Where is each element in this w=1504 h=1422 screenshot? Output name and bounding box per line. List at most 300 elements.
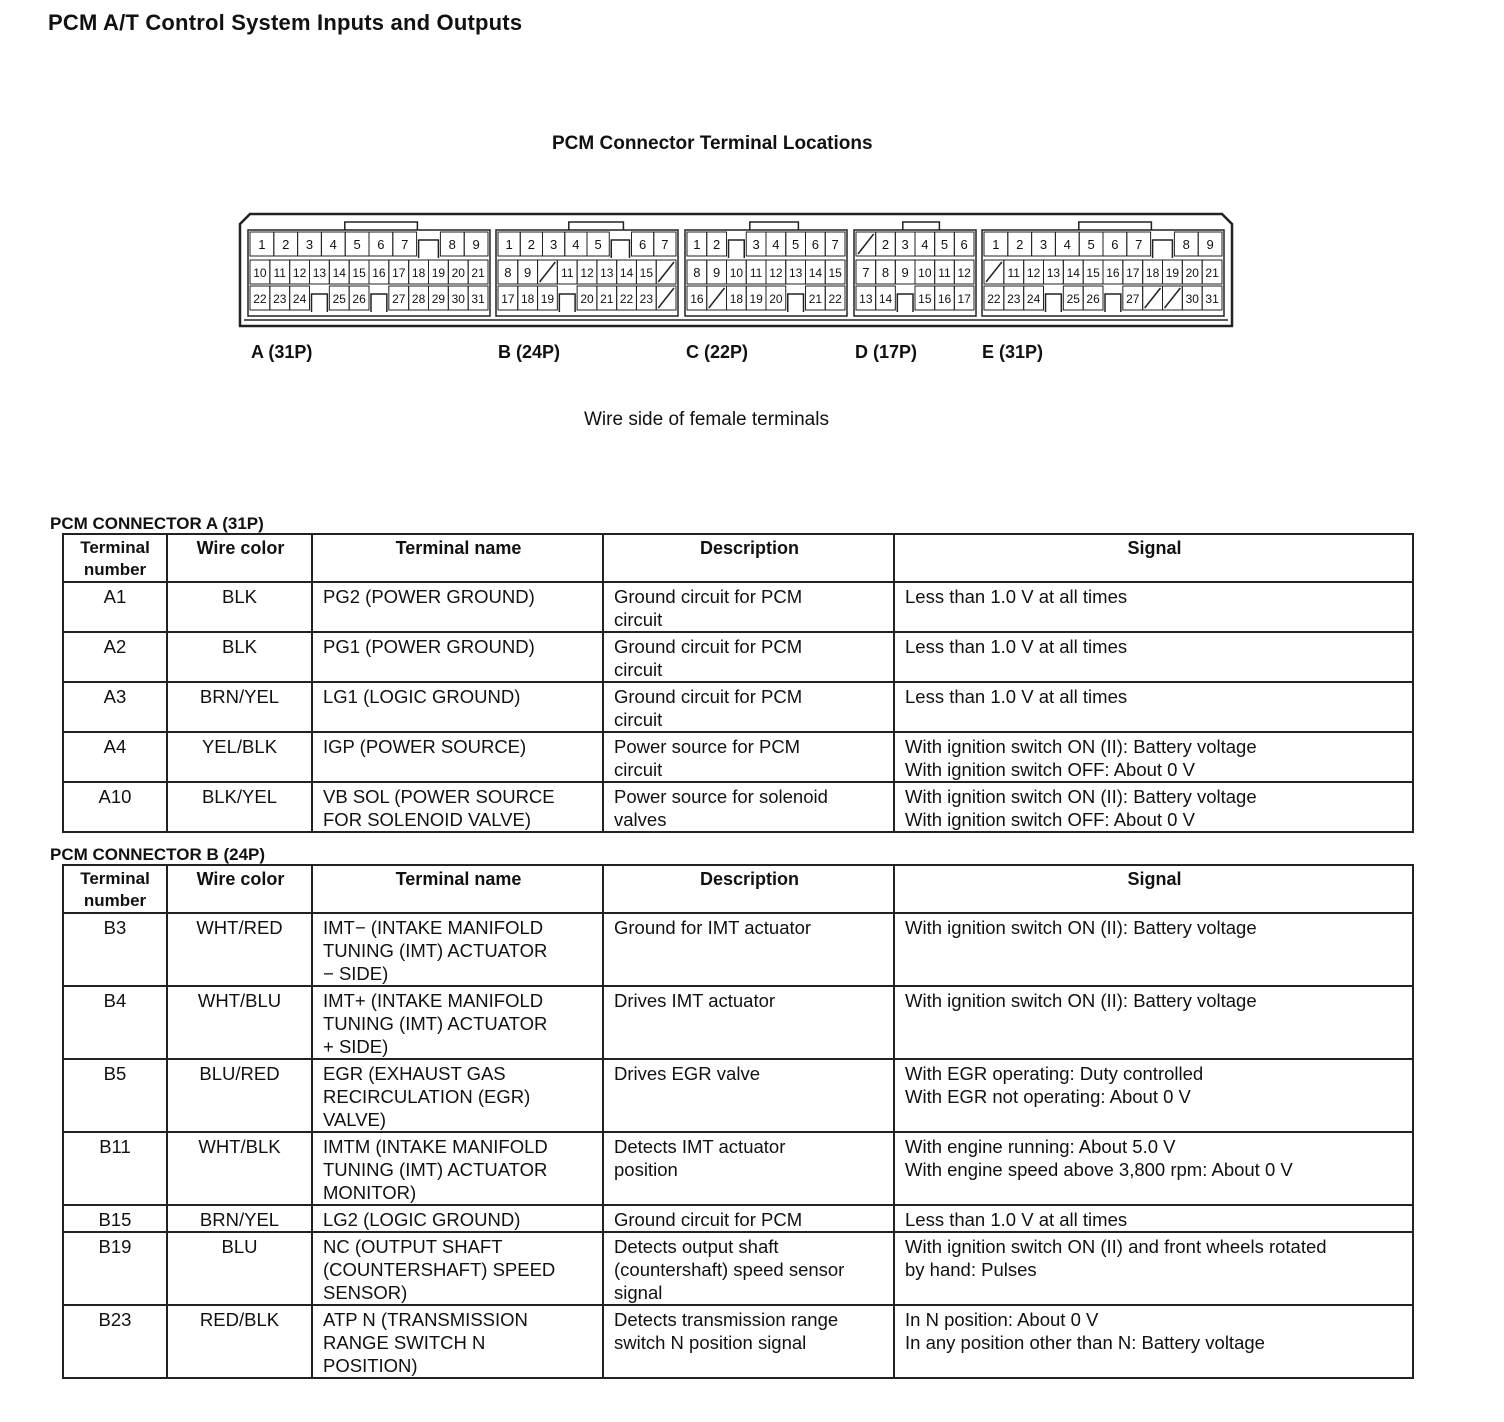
text-line: Detects IMT actuator — [614, 1136, 786, 1157]
table-row — [63, 913, 1413, 986]
text-line: A3 — [103, 686, 127, 707]
pin-number: 6 — [377, 237, 385, 252]
pin-number: 21 — [600, 292, 614, 306]
pin-number: 9 — [524, 265, 532, 280]
text-line: Detects output shaft — [614, 1236, 779, 1257]
text-line: number — [83, 560, 147, 579]
text-line: Terminal — [80, 869, 150, 888]
pin-number: 19 — [540, 292, 555, 306]
text-line: BLU/RED — [199, 1063, 280, 1084]
cell-signal — [894, 986, 1413, 1059]
connector-b — [496, 222, 678, 316]
connector-d — [854, 222, 976, 316]
cell-terminal-number — [63, 1132, 167, 1205]
text-line: Power source for solenoid — [614, 786, 828, 807]
text-line: Drives EGR valve — [614, 1063, 760, 1084]
connector-latch — [345, 222, 418, 230]
connector-label-d: D (17P) — [855, 342, 918, 362]
cell-wire-color — [167, 582, 312, 632]
pin-number: 4 — [572, 237, 580, 252]
unused-pin-slash — [1145, 288, 1161, 308]
text-line: EGR (EXHAUST GAS — [323, 1063, 506, 1084]
text-line: Ground circuit for PCM — [614, 1209, 803, 1230]
pin-number: 24 — [1026, 292, 1041, 306]
cell-wire-color — [167, 1305, 312, 1378]
pin-number: 24 — [292, 292, 307, 306]
text-line: circuit — [614, 659, 663, 680]
key-slot — [1153, 240, 1173, 258]
connector-e — [982, 222, 1224, 316]
key-slot — [371, 294, 387, 312]
pin-number: 18 — [729, 292, 744, 306]
pin-number: 8 — [881, 265, 890, 280]
key-slot — [559, 294, 575, 312]
table-row — [63, 1232, 1413, 1305]
pin-number: 19 — [1165, 266, 1180, 280]
pin-number: 12 — [292, 266, 307, 280]
pin-number: 30 — [451, 292, 465, 306]
text-line: switch N position signal — [614, 1332, 807, 1353]
unused-pin-slash — [986, 262, 1002, 282]
cell-terminal-number — [63, 1059, 167, 1132]
figure-title: PCM Connector Terminal Locations — [552, 133, 873, 154]
pin-number: 27 — [1126, 292, 1140, 306]
pin-number: 5 — [353, 237, 361, 252]
text-line: In N position: About 0 V — [905, 1309, 1099, 1330]
cell-signal — [894, 582, 1413, 632]
cell-signal — [894, 682, 1413, 732]
text-line: IMT− (INTAKE MANIFOLD — [323, 917, 544, 938]
text-line: IMTM (INTAKE MANIFOLD — [323, 1136, 548, 1157]
pin-number: 16 — [1106, 266, 1120, 280]
pin-number: 15 — [828, 266, 842, 280]
text-line: LG1 (LOGIC GROUND) — [323, 686, 521, 707]
pin-number: 1 — [693, 237, 701, 252]
cell-terminal-name — [312, 632, 603, 682]
key-slot — [729, 240, 745, 258]
cell-terminal-name — [312, 782, 603, 832]
text-line: (countershaft) speed sensor — [614, 1259, 845, 1280]
text-line: B3 — [103, 917, 127, 938]
cell-terminal-number — [63, 682, 167, 732]
text-line: Wire color — [196, 538, 285, 558]
pin-number: 26 — [352, 292, 366, 306]
pin-number: 3 — [901, 237, 909, 252]
text-line: FOR SOLENOID VALVE) — [323, 809, 531, 830]
connector-diagram — [236, 210, 1236, 330]
pin-number: 4 — [772, 237, 780, 252]
key-slot — [312, 294, 328, 312]
cell-description — [603, 1232, 894, 1305]
cell-signal — [894, 782, 1413, 832]
pin-number: 23 — [273, 292, 287, 306]
pin-number: 11 — [749, 266, 763, 280]
text-line: Wire color — [196, 869, 285, 889]
pin-number: 12 — [580, 266, 594, 280]
text-line: number — [83, 891, 147, 910]
pin-number: 17 — [501, 292, 515, 306]
table-row — [63, 682, 1413, 732]
pin-number: 21 — [471, 266, 485, 280]
text-line: WHT/BLU — [197, 990, 282, 1011]
cell-terminal-name — [312, 732, 603, 782]
table-row — [63, 1132, 1413, 1205]
text-line: B19 — [98, 1236, 132, 1257]
pin-number: 19 — [749, 292, 763, 306]
cell-terminal-number — [63, 1232, 167, 1305]
pin-number: 16 — [937, 292, 952, 306]
pin-number: 15 — [639, 266, 654, 280]
unused-pin-slash — [658, 288, 674, 308]
pin-number: 5 — [594, 237, 602, 252]
pin-number: 3 — [752, 237, 760, 252]
cell-wire-color — [167, 1205, 312, 1232]
section-title-connector-b: PCM CONNECTOR B (24P) — [50, 845, 266, 864]
pin-number: 1 — [258, 237, 266, 252]
pin-number: 21 — [1205, 266, 1219, 280]
pin-number: 11 — [273, 266, 286, 280]
pin-number: 4 — [1063, 237, 1071, 252]
cell-terminal-name — [312, 682, 603, 732]
pin-number: 31 — [471, 292, 485, 306]
cell-wire-color — [167, 1059, 312, 1132]
pin-number: 5 — [940, 237, 949, 252]
pin-number: 8 — [1182, 237, 1190, 252]
text-line: B5 — [103, 1063, 127, 1084]
figure-caption: Wire side of female terminals — [584, 409, 829, 430]
text-line: RECIRCULATION (EGR) — [323, 1086, 531, 1107]
text-line: Signal — [1127, 538, 1182, 558]
text-line: Description — [699, 869, 800, 889]
pin-number: 25 — [332, 292, 346, 306]
cell-terminal-name — [312, 582, 603, 632]
unused-pin-slash — [1165, 288, 1181, 308]
text-line: With ignition switch ON (II): Battery voltage — [905, 786, 1257, 807]
pin-number: 17 — [957, 292, 971, 306]
text-line: BLU — [221, 1236, 258, 1257]
pin-number: 6 — [960, 237, 968, 252]
text-line: VALVE) — [323, 1109, 387, 1130]
cell-terminal-number — [63, 1305, 167, 1378]
pin-number: 8 — [693, 265, 701, 280]
text-line: BRN/YEL — [199, 686, 280, 707]
header-terminal-number — [63, 865, 167, 913]
text-line: Power source for PCM — [614, 736, 801, 757]
header-terminal-number — [63, 534, 167, 582]
pin-number: 22 — [828, 292, 842, 306]
text-line: A1 — [103, 586, 127, 607]
connector-label-c: C (22P) — [686, 342, 749, 362]
text-line: B11 — [99, 1136, 131, 1157]
cell-signal — [894, 1205, 1413, 1232]
pin-number: 9 — [713, 265, 721, 280]
text-line: circuit — [614, 759, 663, 780]
key-slot — [1105, 294, 1121, 312]
connector-label-e: E (31P) — [982, 342, 1044, 362]
pin-number: 17 — [1126, 266, 1140, 280]
text-line: − SIDE) — [323, 963, 389, 984]
pin-number: 3 — [1039, 237, 1048, 252]
text-line: B23 — [98, 1309, 132, 1330]
pin-number: 11 — [938, 266, 951, 280]
cell-wire-color — [167, 913, 312, 986]
pin-number: 20 — [580, 292, 594, 306]
header-terminal-name — [312, 534, 603, 582]
text-line: TUNING (IMT) ACTUATOR — [323, 1013, 548, 1034]
pin-number: 10 — [253, 266, 267, 280]
cell-terminal-number — [63, 986, 167, 1059]
text-line: signal — [614, 1282, 663, 1303]
text-line: (COUNTERSHAFT) SPEED — [323, 1259, 556, 1280]
text-line: YEL/BLK — [201, 736, 278, 757]
cell-terminal-name — [312, 1132, 603, 1205]
cell-signal — [894, 632, 1413, 682]
pin-number: 7 — [401, 237, 409, 252]
text-line: Ground circuit for PCM — [614, 686, 803, 707]
pin-number: 26 — [1086, 292, 1100, 306]
pin-number: 18 — [1145, 266, 1160, 280]
connector-b-table — [62, 864, 1414, 1379]
cell-description — [603, 1305, 894, 1378]
pin-number: 13 — [859, 292, 873, 306]
cell-signal — [894, 1059, 1413, 1132]
text-line: BRN/YEL — [199, 1209, 280, 1230]
cell-description — [603, 1132, 894, 1205]
key-slot — [788, 294, 804, 312]
table-row — [63, 1059, 1413, 1132]
pin-number: 5 — [792, 237, 800, 252]
pin-number: 12 — [769, 266, 783, 280]
cell-wire-color — [167, 1232, 312, 1305]
text-line: WHT/RED — [196, 917, 283, 938]
header-description — [603, 865, 894, 913]
unused-pin-slash — [658, 262, 674, 282]
header-terminal-name — [312, 865, 603, 913]
connector-c — [685, 222, 847, 316]
header-description — [603, 534, 894, 582]
text-line: With EGR not operating: About 0 V — [905, 1086, 1191, 1107]
text-line: B15 — [98, 1209, 132, 1230]
pin-number: 19 — [431, 266, 446, 280]
text-line: Less than 1.0 V at all times — [905, 636, 1128, 657]
cell-terminal-number — [63, 782, 167, 832]
pin-number: 7 — [831, 237, 839, 252]
text-line: + SIDE) — [323, 1036, 389, 1057]
key-slot — [419, 240, 439, 258]
pin-number: 27 — [392, 292, 406, 306]
pin-number: 14 — [1066, 266, 1080, 280]
pin-number: 20 — [1185, 266, 1199, 280]
pin-number: 13 — [788, 266, 803, 280]
text-line: B4 — [103, 990, 127, 1011]
section-title-connector-a: PCM CONNECTOR A (31P) — [50, 514, 264, 533]
text-line: TUNING (IMT) ACTUATOR — [323, 940, 548, 961]
cell-description — [603, 732, 894, 782]
text-line: MONITOR) — [323, 1182, 417, 1203]
text-line: With ignition switch ON (II): Battery voltage — [905, 990, 1257, 1011]
text-line: With EGR operating: Duty controlled — [905, 1063, 1204, 1084]
cell-signal — [894, 913, 1413, 986]
pin-number: 14 — [878, 292, 893, 306]
text-line: Ground for IMT actuator — [614, 917, 812, 938]
pin-number: 22 — [987, 292, 1001, 306]
text-line: In any position other than N: Battery voltage — [905, 1332, 1265, 1353]
cell-terminal-name — [312, 1059, 603, 1132]
pin-number: 12 — [1026, 266, 1041, 280]
text-line: A4 — [103, 736, 127, 757]
text-line: RED/BLK — [199, 1309, 280, 1330]
pin-number: 3 — [305, 237, 314, 252]
pin-number: 4 — [921, 237, 929, 252]
connector-latch — [903, 222, 940, 230]
text-line: Description — [699, 538, 800, 558]
text-line: LG2 (LOGIC GROUND) — [323, 1209, 521, 1230]
pin-number: 20 — [769, 292, 783, 306]
cell-description — [603, 986, 894, 1059]
pin-number: 2 — [527, 237, 535, 252]
pin-number: 20 — [451, 266, 465, 280]
pin-number: 13 — [312, 266, 327, 280]
pin-number: 3 — [550, 237, 558, 252]
pin-number: 16 — [372, 266, 386, 280]
text-line: Less than 1.0 V at all times — [905, 586, 1128, 607]
text-line: BLK — [222, 636, 257, 657]
cell-terminal-number — [63, 1205, 167, 1232]
text-line: ATP N (TRANSMISSION — [323, 1309, 528, 1330]
pin-number: 15 — [1086, 266, 1100, 280]
text-line: Detects transmission range — [614, 1309, 839, 1330]
text-line: Terminal name — [395, 538, 522, 558]
pin-number: 2 — [881, 237, 890, 252]
cell-description — [603, 1205, 894, 1232]
cell-wire-color — [167, 986, 312, 1059]
pin-number: 10 — [918, 266, 932, 280]
header-wire-color — [167, 534, 312, 582]
text-line: BLK — [222, 586, 257, 607]
pin-number: 13 — [1046, 266, 1061, 280]
text-line: With ignition switch OFF: About 0 V — [905, 759, 1195, 780]
cell-terminal-name — [312, 1305, 603, 1378]
pin-number: 2 — [1016, 237, 1024, 252]
text-line: Drives IMT actuator — [614, 990, 776, 1011]
connector-latch — [750, 222, 799, 230]
connector-latch — [569, 222, 624, 230]
text-line: A2 — [103, 636, 127, 657]
pin-number: 18 — [411, 266, 426, 280]
header-signal — [894, 534, 1413, 582]
cell-signal — [894, 732, 1413, 782]
text-line: With ignition switch ON (II) and front wheels rotated — [905, 1236, 1327, 1257]
page-title: PCM A/T Control System Inputs and Outputs — [48, 10, 523, 35]
pin-number: 8 — [448, 237, 456, 252]
pin-number: 11 — [1007, 266, 1020, 280]
key-slot — [611, 240, 629, 258]
pin-number: 8 — [504, 265, 512, 280]
pin-number: 23 — [639, 292, 654, 306]
text-line: Ground circuit for PCM — [614, 636, 803, 657]
text-line: A10 — [98, 786, 132, 807]
connector-label-b: B (24P) — [498, 342, 561, 362]
pin-number: 9 — [472, 237, 480, 252]
cell-wire-color — [167, 732, 312, 782]
unused-pin-slash — [540, 262, 556, 282]
connector-a — [248, 222, 490, 316]
table-row — [63, 732, 1413, 782]
text-line: With ignition switch ON (II): Battery voltage — [905, 917, 1257, 938]
text-line: VB SOL (POWER SOURCE — [323, 786, 555, 807]
cell-description — [603, 582, 894, 632]
text-line: valves — [614, 809, 667, 830]
cell-description — [603, 682, 894, 732]
pin-number: 15 — [918, 292, 932, 306]
text-line: PG2 (POWER GROUND) — [323, 586, 535, 607]
cell-wire-color — [167, 782, 312, 832]
text-line: Ground circuit for PCM — [614, 586, 803, 607]
cell-terminal-name — [312, 1232, 603, 1305]
pin-number: 13 — [600, 266, 614, 280]
table-row — [63, 1305, 1413, 1378]
table-row — [63, 986, 1413, 1059]
pin-number: 9 — [1206, 237, 1214, 252]
pin-number: 21 — [808, 292, 823, 306]
pin-number: 30 — [1185, 292, 1199, 306]
text-line: position — [614, 1159, 678, 1180]
cell-wire-color — [167, 1132, 312, 1205]
unused-pin-slash — [858, 234, 874, 254]
pin-number: 18 — [520, 292, 535, 306]
pin-number: 16 — [690, 292, 704, 306]
cell-terminal-number — [63, 732, 167, 782]
table-row — [63, 782, 1413, 832]
text-line: IMT+ (INTAKE MANIFOLD — [323, 990, 544, 1011]
table-row — [63, 1205, 1413, 1232]
header-row — [63, 865, 1413, 913]
cell-description — [603, 913, 894, 986]
pin-number: 6 — [1111, 237, 1119, 252]
text-line: With engine speed above 3,800 rpm: About 0 V — [905, 1159, 1293, 1180]
table-row — [63, 632, 1413, 682]
pin-number: 29 — [431, 292, 446, 306]
cell-description — [603, 632, 894, 682]
pin-number: 23 — [1007, 292, 1021, 306]
pin-number: 2 — [282, 237, 290, 252]
pin-number: 10 — [729, 266, 744, 280]
text-line: TUNING (IMT) ACTUATOR — [323, 1159, 548, 1180]
pin-number: 7 — [1135, 237, 1143, 252]
pin-number: 7 — [661, 237, 669, 252]
cell-signal — [894, 1132, 1413, 1205]
pin-number: 1 — [992, 237, 1000, 252]
pin-number: 14 — [808, 266, 823, 280]
pin-number: 4 — [329, 237, 337, 252]
cell-terminal-name — [312, 913, 603, 986]
table-row — [63, 582, 1413, 632]
text-line: NC (OUTPUT SHAFT — [323, 1236, 503, 1257]
connector-label-a: A (31P) — [251, 342, 313, 362]
cell-signal — [894, 1305, 1413, 1378]
text-line: Signal — [1127, 869, 1182, 889]
pin-number: 7 — [862, 265, 870, 280]
pin-number: 14 — [332, 266, 346, 280]
text-line: Terminal name — [395, 869, 522, 889]
key-slot — [1046, 294, 1062, 312]
pin-number: 6 — [639, 237, 647, 252]
cell-terminal-number — [63, 913, 167, 986]
pin-number: 9 — [901, 265, 909, 280]
pin-number: 25 — [1066, 292, 1080, 306]
cell-description — [603, 1059, 894, 1132]
text-line: With engine running: About 5.0 V — [905, 1136, 1176, 1157]
